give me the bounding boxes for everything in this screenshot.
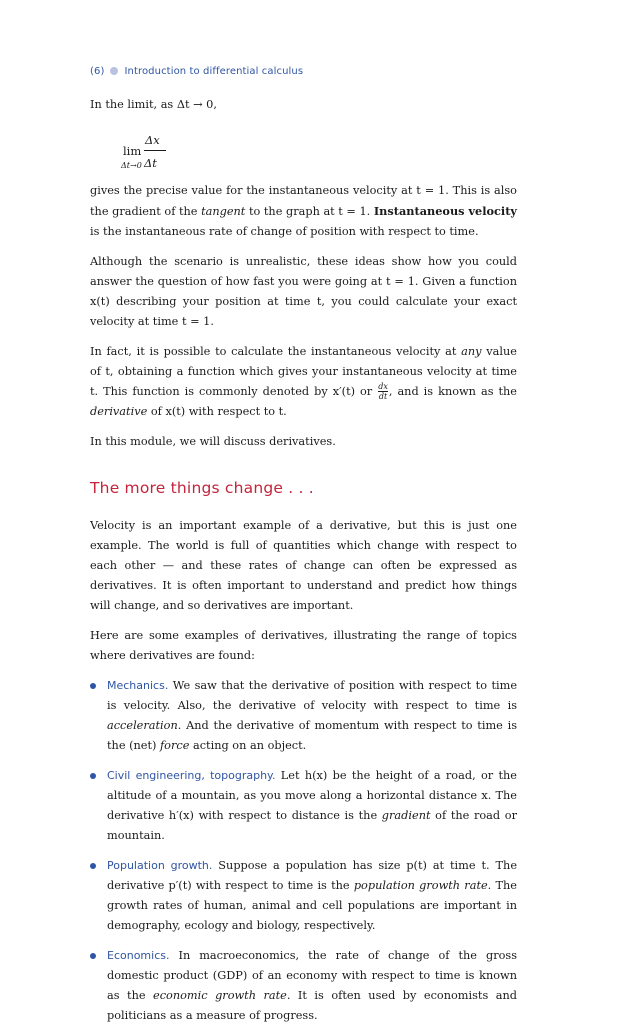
text-run: value of t, obtaining a function which gives your instantaneous velocity at time t. This function is commonly denoted by x′(t) or [90, 345, 517, 398]
text-run: , and is known as the [388, 385, 517, 398]
bullet-dot [90, 863, 96, 869]
text-run: acting on an object. [189, 739, 307, 752]
text-run: . It is often used by economists and politicians as a measure of progress. [107, 989, 517, 1022]
bullet-dot [90, 953, 96, 959]
text-run: Let h(x) be the height of a road, or the altitude of a mountain, as you move along a horizontal distance x. The derivative h′(x) with respect to distance is the [107, 769, 517, 822]
emphasis-force: force [160, 739, 190, 752]
text-run: In fact, it is possible to calculate the instantaneous velocity at [90, 345, 462, 358]
paragraph-module: In this module, we will discuss derivatives. [90, 435, 336, 448]
lim-subscript: Δt→0 [121, 161, 142, 170]
text-run: to the graph at t = 1. [245, 205, 374, 218]
paragraph-examples-intro: Here are some examples of derivatives, illustrating the range of topics where derivatives are found: [90, 629, 517, 662]
paragraph-velocity-example: Velocity is an important example of a derivative, but this is just one example. The world is full of quantities which change with respect to each other — and these rates of change can often be expressed as derivatives. It is often important to understand and predict how things will change, and so derivatives are important. [90, 519, 517, 612]
text-run: gives the precise value for the instantaneous velocity at t = 1. This is also the gradient of the [90, 184, 517, 218]
text-run: We saw that the derivative of position with respect to time is velocity. Also, the derivative of velocity with respect to time is [107, 679, 517, 712]
lim-operator: lim [123, 144, 142, 158]
text-run: . And the derivative of momentum with respect to time is the (net) [107, 719, 517, 752]
fraction-numerator: Δx [145, 133, 160, 147]
fraction-denominator: Δt [144, 156, 157, 170]
paragraph-instantaneous-velocity [90, 181, 517, 242]
dx-numerator: dx [378, 382, 388, 391]
emphasis-population-growth-rate: population growth rate [353, 879, 488, 892]
fraction-bar [144, 150, 166, 151]
list-item [90, 856, 517, 936]
keyword-civil-engineering: Civil engineering, topography. [107, 769, 276, 782]
emphasis-acceleration: acceleration [107, 719, 178, 732]
bullet-dot [90, 773, 96, 779]
emphasis-economic-growth-rate: economic growth rate [153, 989, 287, 1002]
limit-lead-text: In the limit, as Δt → 0, [90, 98, 217, 111]
list-item [90, 946, 517, 1026]
examples-list [90, 676, 517, 1026]
list-item [90, 766, 517, 846]
section-heading: The more things change . . . [90, 479, 314, 497]
header-separator-dot [110, 67, 118, 75]
running-header [90, 66, 303, 77]
main-content [90, 95, 517, 1036]
paragraph-scenario: Although the scenario is unrealistic, these ideas show how you could answer the question of how fast you were going at t = 1. Given a function x(t) describing your position at time t, you could calculate your exact velocity at time t = 1. [90, 255, 517, 328]
dx-dt-fraction [378, 382, 388, 401]
emphasis-gradient: gradient [381, 809, 431, 822]
chapter-title: Introduction to differential calculus [124, 66, 304, 77]
limit-equation [90, 123, 517, 181]
list-item [90, 676, 517, 756]
bullet-dot [90, 683, 96, 689]
text-run: Suppose a population has size p(t) at time t. The derivative p′(t) with respect to time is the [107, 859, 518, 892]
bold-instantaneous-velocity: Instantaneous velocity [373, 204, 517, 218]
text-run: is the instantaneous rate of change of position with respect to time. [90, 225, 479, 238]
keyword-population-growth: Population growth. [107, 859, 213, 872]
emphasis-tangent: tangent [201, 205, 246, 218]
keyword-economics: Economics. [107, 949, 170, 962]
paragraph-derivative-definition [90, 342, 517, 422]
text-run: . The growth rates of human, animal and cell populations are important in demography, ecology and biology, respectively. [107, 879, 517, 932]
page-number: (6) [90, 66, 105, 77]
text-run: of the road or mountain. [107, 809, 518, 842]
text-run: In macroeconomics, the rate of change of the gross domestic product (GDP) of an economy with respect to time is known as the [107, 949, 517, 1002]
emphasis-derivative: derivative [90, 405, 148, 418]
text-run: of x(t) with respect to t. [147, 405, 287, 418]
dt-denominator: dt [378, 392, 388, 401]
keyword-mechanics: Mechanics. [107, 679, 169, 692]
emphasis-any: any [461, 345, 482, 358]
